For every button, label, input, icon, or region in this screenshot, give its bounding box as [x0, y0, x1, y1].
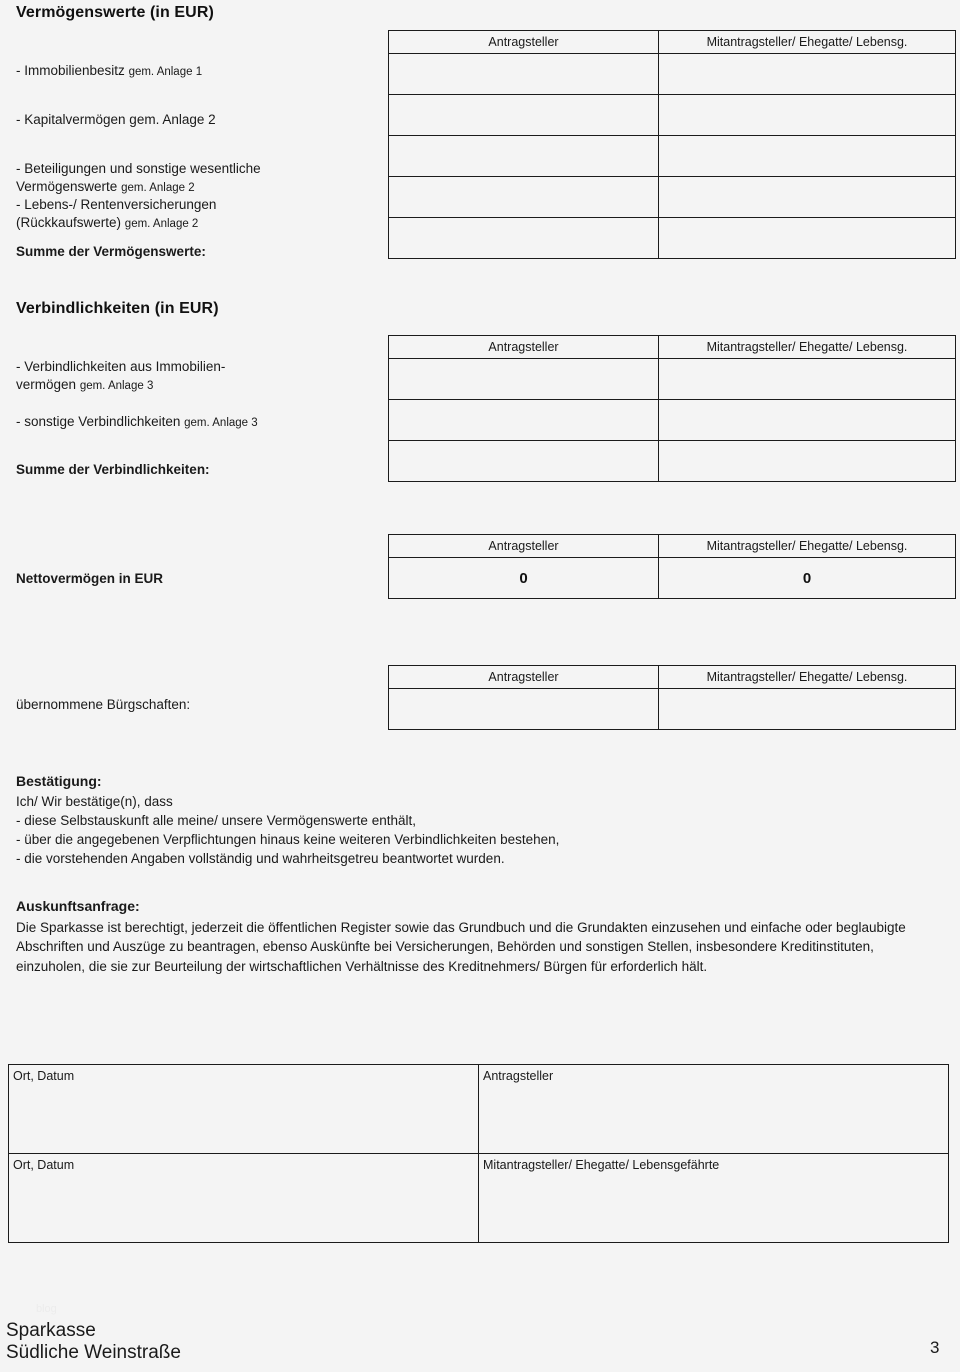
signature-row	[9, 1154, 949, 1243]
guarantees-header-coapplicant: Mitantragsteller/ Ehegatte/ Lebensg.	[659, 666, 956, 689]
liabilities-value-coapplicant-1[interactable]	[659, 400, 956, 441]
guarantees-label: übernommene Bürgschaften:	[16, 697, 191, 712]
guarantees-value-applicant[interactable]	[389, 689, 659, 730]
net-assets-header-row	[389, 535, 956, 558]
assets-value-applicant-3[interactable]	[389, 177, 659, 218]
assets-section-heading: Vermögenswerte (in EUR)	[16, 4, 214, 21]
liabilities-table-row	[389, 359, 956, 400]
confirmation-line-1: - diese Selbstauskunft alle meine/ unsere Vermögenswerte enthält,	[16, 813, 416, 828]
inquiry-title: Auskunftsanfrage:	[16, 898, 140, 914]
assets-value-coapplicant-1[interactable]	[659, 95, 956, 136]
assets-value-applicant-4[interactable]	[389, 218, 659, 259]
liabilities-row-label-1: - sonstige Verbindlichkeiten gem. Anlage 3	[16, 414, 258, 429]
liabilities-header-coapplicant: Mitantragsteller/ Ehegatte/ Lebensg.	[659, 336, 956, 359]
net-assets-value-row	[389, 558, 956, 599]
confirmation-line-3: - die vorstehenden Angaben vollständig und wahrheitsgetreu beantwortet wurden.	[16, 851, 505, 866]
assets-total-label: Summe der Vermögenswerte:	[16, 244, 206, 259]
signature-table	[8, 1064, 949, 1243]
assets-value-coapplicant-0[interactable]	[659, 54, 956, 95]
liabilities-table	[388, 335, 956, 482]
assets-value-coapplicant-4[interactable]	[659, 218, 956, 259]
assets-row-label-1: - Kapitalvermögen gem. Anlage 2	[16, 112, 216, 127]
page-sheet	[6, 0, 952, 1363]
footer-brand	[6, 1320, 181, 1364]
net-assets-header-applicant: Antragsteller	[389, 535, 659, 558]
net-assets-value-coapplicant[interactable]: 0	[659, 558, 956, 599]
confirmation-line-0: Ich/ Wir bestätige(n), dass	[16, 794, 173, 809]
net-assets-table	[388, 534, 956, 599]
footer-brand-line2: Südliche Weinstraße	[6, 1342, 181, 1363]
page-number: 3	[930, 1338, 940, 1357]
signature-coapplicant-1[interactable]: Mitantragsteller/ Ehegatte/ Lebensgefährte	[479, 1154, 949, 1243]
assets-table	[388, 30, 956, 259]
assets-table-row	[389, 177, 956, 218]
assets-row-label-2: - Beteiligungen und sonstige wesentliche Vermögenswerte gem. Anlage 2	[16, 161, 261, 195]
confirmation-line-2: - über die angegebenen Verpflichtungen hinaus keine weiteren Verbindlichkeiten bestehen,	[16, 832, 560, 847]
assets-header-applicant: Antragsteller	[389, 31, 659, 54]
liabilities-value-coapplicant-0[interactable]	[659, 359, 956, 400]
net-assets-value-applicant[interactable]: 0	[389, 558, 659, 599]
confirmation-block	[16, 772, 559, 868]
confirmation-title: Bestätigung:	[16, 773, 102, 789]
guarantees-header-applicant: Antragsteller	[389, 666, 659, 689]
assets-row-label-3: - Lebens-/ Rentenversicherungen (Rückkaufswerte) gem. Anlage 2	[16, 197, 217, 231]
signature-place-date-1[interactable]: Ort, Datum	[9, 1154, 479, 1243]
assets-table-row	[389, 54, 956, 95]
assets-table-header-row	[389, 31, 956, 54]
signature-place-date-0[interactable]: Ort, Datum	[9, 1065, 479, 1154]
net-assets-label: Nettovermögen in EUR	[16, 571, 164, 586]
liabilities-section-heading: Verbindlichkeiten (in EUR)	[16, 300, 219, 317]
liabilities-table-row	[389, 400, 956, 441]
assets-table-row	[389, 218, 956, 259]
guarantees-table	[388, 665, 956, 730]
liabilities-table-row	[389, 441, 956, 482]
liabilities-value-applicant-2[interactable]	[389, 441, 659, 482]
assets-value-coapplicant-3[interactable]	[659, 177, 956, 218]
liabilities-row-label-0: - Verbindlichkeiten aus Immobilien- vermögen gem. Anlage 3	[16, 359, 226, 393]
assets-value-applicant-2[interactable]	[389, 136, 659, 177]
guarantees-value-row	[389, 689, 956, 730]
net-assets-header-coapplicant: Mitantragsteller/ Ehegatte/ Lebensg.	[659, 535, 956, 558]
liabilities-table-header-row	[389, 336, 956, 359]
liabilities-header-applicant: Antragsteller	[389, 336, 659, 359]
assets-value-applicant-1[interactable]	[389, 95, 659, 136]
liabilities-value-applicant-1[interactable]	[389, 400, 659, 441]
guarantees-header-row	[389, 666, 956, 689]
footer-watermark: blog	[36, 1303, 57, 1315]
guarantees-value-coapplicant[interactable]	[659, 689, 956, 730]
signature-row	[9, 1065, 949, 1154]
footer-brand-line1: Sparkasse	[6, 1320, 96, 1341]
assets-table-row	[389, 95, 956, 136]
signature-applicant-0[interactable]: Antragsteller	[479, 1065, 949, 1154]
inquiry-block	[16, 897, 931, 976]
liabilities-value-applicant-0[interactable]	[389, 359, 659, 400]
liabilities-value-coapplicant-2[interactable]	[659, 441, 956, 482]
assets-table-row	[389, 136, 956, 177]
assets-header-coapplicant: Mitantragsteller/ Ehegatte/ Lebensg.	[659, 31, 956, 54]
assets-row-label-0: - Immobilienbesitz gem. Anlage 1	[16, 63, 203, 78]
liabilities-total-label: Summe der Verbindlichkeiten:	[16, 462, 210, 477]
inquiry-paragraph: Die Sparkasse ist berechtigt, jederzeit die öffentlichen Register sowie das Grundbuch und die Grundakten einzusehen und einfache oder beglaubigte Abschriften und Auszüge zu beantragen, ebenso Auskünfte bei Versicherungen, Behörden und sonstigen Stellen, insbesondere Kreditinstituten, einzuholen, die sie zur Beurteilung der wirtschaftlichen Verhältnisse des Kreditnehmers/ Bürgen für erforderlich hält.	[16, 919, 906, 974]
assets-value-coapplicant-2[interactable]	[659, 136, 956, 177]
assets-value-applicant-0[interactable]	[389, 54, 659, 95]
